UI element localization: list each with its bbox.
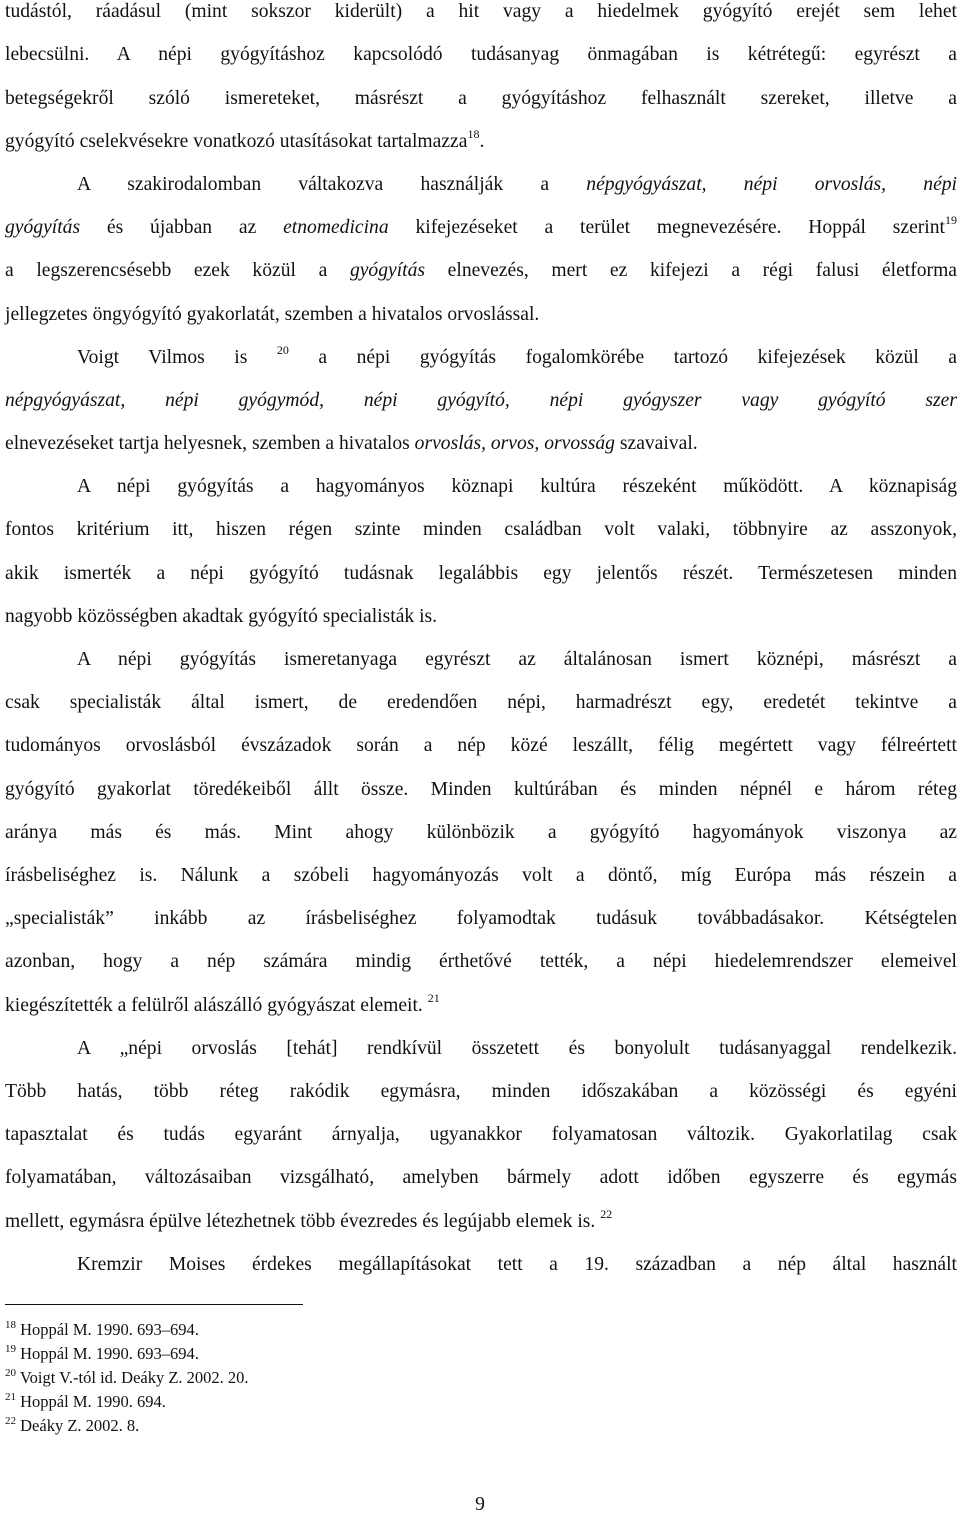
text-run: csak specialisták által ismert, de eredendően népi, harmadrészt egy, eredetét tekintve a bbox=[5, 692, 957, 713]
body-line bbox=[77, 173, 957, 197]
footnote-text: Deáky Z. 2002. 8. bbox=[16, 1416, 140, 1435]
text-run: jellegzetes öngyógyító gyakorlatát, szemben a hivatalos orvoslással. bbox=[5, 304, 540, 325]
text-run: aránya más és más. Mint ahogy különbözik a gyógyító hagyományok viszonya az bbox=[5, 822, 957, 843]
body-line bbox=[5, 43, 957, 67]
footnote-reference: 22 bbox=[600, 1207, 613, 1221]
body-line bbox=[5, 259, 957, 283]
text-run: azonban, hogy a nép számára mindig érthetővé tették, a népi hiedelemrendszer elemeivel bbox=[5, 951, 957, 972]
body-line bbox=[5, 1123, 957, 1147]
text-run: „specialisták” inkább az írásbeliséghez folyamodtak tudásuk továbbadásakor. Kétségtelen bbox=[5, 908, 957, 929]
italic-text: etnomedicina bbox=[283, 217, 389, 238]
text-run: kifejezéseket a terület megnevezésére. Hoppál szerint bbox=[388, 217, 945, 238]
text-run: elnevezéseket tartja helyesnek, szemben a hivatalos bbox=[5, 433, 415, 454]
footnote-reference: 19 bbox=[945, 213, 957, 227]
footnote-text: Hoppál M. 1990. 693–694. bbox=[16, 1320, 199, 1339]
footnote-number: 19 bbox=[5, 1343, 16, 1355]
page-number: 9 bbox=[475, 1494, 485, 1515]
body-line bbox=[5, 389, 957, 413]
text-run: fontos kritérium itt, hiszen régen szinte minden családban volt valaki, többnyire az asszonyok, bbox=[5, 519, 957, 540]
italic-text: gyógyítás bbox=[349, 260, 426, 281]
italic-text: orvoslás, orvos, orvosság bbox=[414, 433, 615, 454]
footnote-reference: 18 bbox=[467, 127, 480, 141]
body-line bbox=[5, 605, 957, 629]
text-run: írásbeliséghez is. Nálunk a szóbeli hagyományozás volt a döntő, míg Európa más részein a bbox=[5, 865, 957, 886]
body-line bbox=[77, 648, 957, 672]
text-run: Voigt Vilmos is bbox=[77, 347, 277, 368]
body-line bbox=[5, 991, 957, 1018]
footnote bbox=[5, 1344, 199, 1364]
footnote-number: 20 bbox=[5, 1367, 16, 1379]
text-run: kiegészítették a felülről alászálló gyógyászat elemeit. bbox=[5, 995, 428, 1016]
text-run: A népi gyógyítás a hagyományos köznapi kultúra részeként működött. A köznapiság bbox=[77, 476, 957, 497]
text-run: és újabban az bbox=[80, 217, 284, 238]
text-run: folyamatában, változásaiban vizsgálható, amelyben bármely adott időben egyszerre és egymás bbox=[5, 1167, 957, 1188]
text-run: tudományos orvoslásból évszázadok során a nép közé leszállt, félig megértett vagy félreértett bbox=[5, 735, 957, 756]
footnote bbox=[5, 1392, 166, 1412]
text-run: Több hatás, több réteg rakódik egymásra, minden időszakában a közösségi és egyéni bbox=[5, 1081, 957, 1102]
text-run: gyógyító cselekvésekre vonatkozó utasításokat tartalmazza bbox=[5, 131, 468, 152]
text-run: Kremzir Moises érdekes megállapításokat tett a 19. században a nép által használt bbox=[77, 1254, 957, 1275]
body-line bbox=[77, 1037, 957, 1061]
footnote-reference: 20 bbox=[276, 343, 289, 357]
body-line bbox=[5, 907, 957, 931]
text-run: betegségekről szóló ismereteket, másrészt a gyógyításhoz felhasznált szereket, illetve a bbox=[5, 88, 957, 109]
footnote-number: 22 bbox=[5, 1415, 16, 1427]
footnote bbox=[5, 1320, 199, 1340]
footnote-number: 18 bbox=[5, 1319, 16, 1331]
text-run: mellett, egymásra épülve létezhetnek több évezredes és legújabb elemek is. bbox=[5, 1211, 601, 1232]
footnote-number: 21 bbox=[5, 1391, 16, 1403]
body-line bbox=[5, 1080, 957, 1104]
footnote-text: Hoppál M. 1990. 694. bbox=[16, 1392, 166, 1411]
body-line bbox=[5, 950, 957, 974]
body-line bbox=[77, 343, 957, 370]
body-line bbox=[5, 432, 957, 456]
footnote bbox=[5, 1368, 249, 1388]
body-line bbox=[5, 1207, 957, 1234]
text-run: a népi gyógyítás fogalomkörébe tartozó kifejezések közül a bbox=[288, 347, 957, 368]
body-line bbox=[5, 213, 957, 240]
italic-text: gyógyítás bbox=[5, 217, 81, 238]
footnote-separator bbox=[5, 1304, 303, 1305]
text-run: A szakirodalomban váltakozva használják a bbox=[77, 174, 587, 195]
body-line bbox=[77, 1253, 957, 1277]
body-line bbox=[5, 821, 957, 845]
footnote-reference: 21 bbox=[427, 991, 440, 1005]
text-run: lebecsülni. A népi gyógyításhoz kapcsolódó tudásanyag önmagában is kétrétegű: egyrészt a bbox=[5, 44, 957, 65]
body-line bbox=[5, 0, 957, 24]
italic-text: népgyógyászat, népi gyógymód, népi gyógyító, népi gyógyszer vagy gyógyító szer bbox=[5, 390, 957, 411]
italic-text: népgyógyászat, népi orvoslás, népi bbox=[586, 174, 958, 195]
text-run: akik ismerték a népi gyógyító tudásnak legalábbis egy jelentős részét. Természetesen minden bbox=[5, 563, 957, 584]
body-line bbox=[5, 518, 957, 542]
body-line bbox=[77, 475, 957, 499]
footnote-text: Hoppál M. 1990. 693–694. bbox=[16, 1344, 199, 1363]
text-run: elnevezés, mert ez kifejezi a régi falusi életforma bbox=[425, 260, 958, 281]
body-line bbox=[5, 87, 957, 111]
text-run: szavaival. bbox=[614, 433, 698, 454]
text-run: a legszerencsésebb ezek közül a bbox=[5, 260, 350, 281]
body-line bbox=[5, 734, 957, 758]
text-run: nagyobb közösségben akadtak gyógyító specialisták is. bbox=[5, 606, 438, 627]
text-run: gyógyító gyakorlat töredékeiből állt össze. Minden kultúrában és minden népnél e három réteg bbox=[5, 779, 957, 800]
body-line bbox=[5, 1166, 957, 1190]
text-run: tudástól, ráadásul (mint sokszor kiderült) a hit vagy a hiedelmek gyógyító erejét sem lehet bbox=[5, 1, 957, 22]
body-line bbox=[5, 691, 957, 715]
text-run: . bbox=[479, 131, 485, 152]
text-run: A „népi orvoslás [tehát] rendkívül összetett és bonyolult tudásanyaggal rendelkezik. bbox=[77, 1038, 957, 1059]
body-line bbox=[5, 127, 957, 154]
footnote bbox=[5, 1416, 139, 1436]
text-run: tapasztalat és tudás egyaránt árnyalja, ugyanakkor folyamatosan változik. Gyakorlatilag csak bbox=[5, 1124, 957, 1145]
body-line bbox=[5, 778, 957, 802]
body-line bbox=[5, 562, 957, 586]
body-line bbox=[5, 303, 957, 327]
footnote-text: Voigt V.-tól id. Deáky Z. 2002. 20. bbox=[16, 1368, 249, 1387]
body-line bbox=[5, 864, 957, 888]
text-run: A népi gyógyítás ismeretanyaga egyrészt az általánosan ismert köznépi, másrészt a bbox=[77, 649, 957, 670]
